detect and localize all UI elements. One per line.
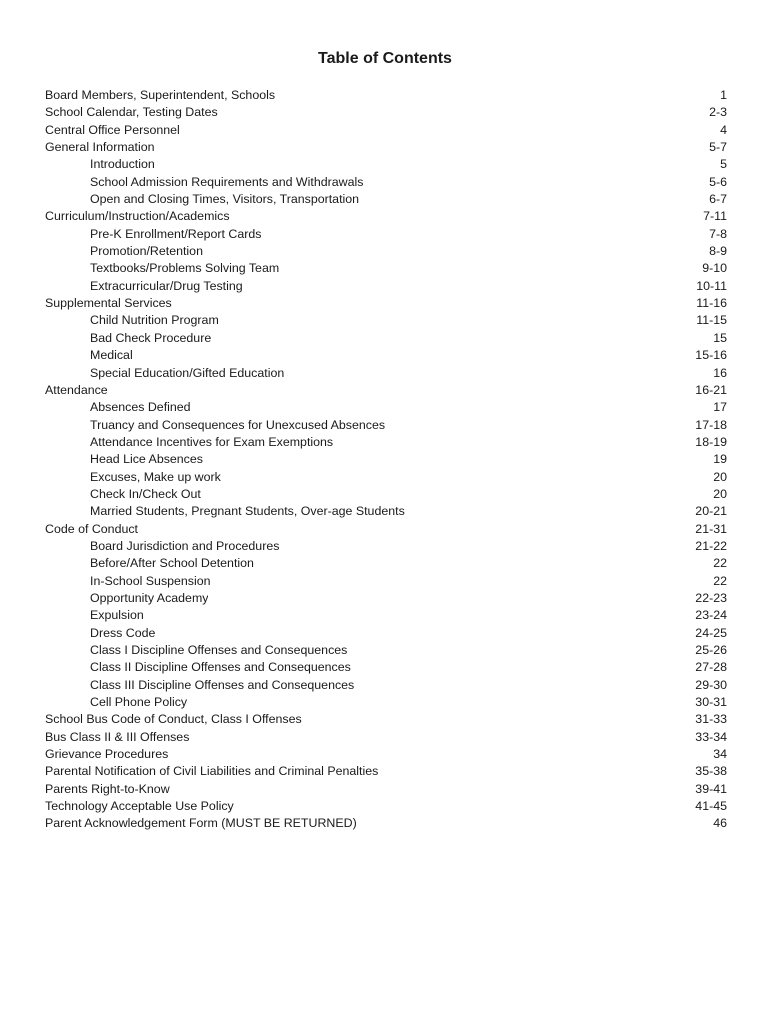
toc-entry-page-number: 11-16 — [696, 296, 727, 311]
toc-entry-label: Cell Phone Policy — [90, 695, 188, 710]
toc-entry — [45, 382, 727, 399]
toc-entry — [45, 642, 727, 659]
toc-entry — [45, 711, 727, 728]
toc-entry-page-number: 19 — [713, 452, 727, 467]
toc-entry-page-number: 7-11 — [703, 209, 727, 224]
toc-entry-page-number: 23-24 — [695, 608, 727, 623]
toc-entry-page-number: 5-6 — [709, 174, 727, 189]
toc-entry — [45, 417, 727, 434]
toc-entry — [45, 139, 727, 156]
toc-entry — [45, 295, 727, 312]
toc-entry — [45, 486, 727, 503]
toc-entry-label: School Admission Requirements and Withdrawals — [90, 174, 364, 189]
toc-entry — [45, 347, 727, 364]
toc-entry-label: Board Jurisdiction and Procedures — [90, 538, 280, 553]
toc-entry — [45, 503, 727, 520]
toc-entry-page-number: 21-22 — [695, 538, 727, 553]
toc-entry — [45, 399, 727, 416]
toc-entry-page-number: 20 — [713, 469, 727, 484]
toc-entry — [45, 191, 727, 208]
toc-entry-page-number: 15 — [713, 330, 727, 345]
table-of-contents — [45, 87, 727, 833]
toc-entry — [45, 260, 727, 277]
toc-entry — [45, 104, 727, 121]
toc-entry — [45, 729, 727, 746]
toc-entry — [45, 815, 727, 832]
toc-entry-label: Before/After School Detention — [90, 556, 254, 571]
toc-entry-page-number: 20 — [713, 486, 727, 501]
toc-entry-page-number: 33-34 — [695, 729, 727, 744]
toc-entry-label: Grievance Procedures — [45, 747, 169, 762]
toc-entry — [45, 451, 727, 468]
toc-entry — [45, 122, 727, 139]
toc-entry — [45, 538, 727, 555]
toc-entry-label: Class III Discipline Offenses and Consequences — [90, 677, 355, 692]
toc-entry-page-number: 22 — [713, 573, 727, 588]
toc-entry — [45, 694, 727, 711]
toc-entry — [45, 312, 727, 329]
toc-entry — [45, 763, 727, 780]
toc-entry-label: Central Office Personnel — [45, 122, 180, 137]
toc-entry — [45, 278, 727, 295]
toc-entry-label: School Bus Code of Conduct, Class I Offenses — [45, 712, 302, 727]
toc-entry-page-number: 1 — [720, 88, 727, 102]
toc-entry — [45, 746, 727, 763]
toc-entry-page-number: 5-7 — [709, 140, 727, 155]
toc-entry-page-number: 30-31 — [695, 695, 727, 710]
toc-entry-page-number: 7-8 — [709, 226, 727, 241]
toc-entry-page-number: 39-41 — [695, 781, 727, 796]
toc-entry-label: Child Nutrition Program — [90, 313, 219, 328]
toc-entry-label: Open and Closing Times, Visitors, Transportation — [90, 192, 360, 207]
toc-entry — [45, 87, 727, 104]
toc-entry-label: Parents Right-to-Know — [45, 781, 170, 796]
toc-entry-page-number: 22 — [713, 556, 727, 571]
toc-entry-label: Head Lice Absences — [90, 452, 203, 467]
toc-entry-page-number: 34 — [713, 747, 727, 762]
toc-entry-label: Medical — [90, 348, 133, 363]
toc-entry-page-number: 41-45 — [695, 799, 727, 814]
toc-entry-label: Attendance — [45, 382, 108, 397]
toc-entry-label: In-School Suspension — [90, 573, 211, 588]
toc-entry-label: Truancy and Consequences for Unexcused Absences — [90, 417, 386, 432]
toc-entry — [45, 521, 727, 538]
toc-entry — [45, 798, 727, 815]
toc-entry-label: Pre-K Enrollment/Report Cards — [90, 226, 262, 241]
toc-entry-page-number: 22-23 — [695, 590, 727, 605]
toc-entry — [45, 469, 727, 486]
toc-entry-label: Curriculum/Instruction/Academics — [45, 209, 230, 224]
toc-entry-label: Special Education/Gifted Education — [90, 365, 285, 380]
toc-entry-page-number: 5 — [720, 157, 727, 172]
toc-entry — [45, 781, 727, 798]
toc-entry-label: Supplemental Services — [45, 296, 172, 311]
toc-entry-page-number: 2-3 — [709, 105, 727, 120]
toc-entry-page-number: 20-21 — [695, 504, 727, 519]
toc-entry-page-number: 16-21 — [695, 382, 727, 397]
toc-entry — [45, 365, 727, 382]
toc-entry-label: Class I Discipline Offenses and Consequences — [90, 643, 348, 657]
toc-entry-page-number: 9-10 — [702, 261, 727, 276]
toc-entry — [45, 243, 727, 260]
toc-entry-label: Expulsion — [90, 608, 144, 623]
toc-entry — [45, 226, 727, 243]
toc-entry-label: Code of Conduct — [45, 521, 138, 536]
toc-entry — [45, 590, 727, 607]
toc-entry-page-number: 18-19 — [695, 434, 727, 449]
toc-entry-label: Class II Discipline Offenses and Consequences — [90, 660, 351, 675]
toc-entry — [45, 607, 727, 624]
toc-entry — [45, 555, 727, 572]
toc-entry — [45, 677, 727, 694]
toc-entry-page-number: 27-28 — [695, 660, 727, 675]
toc-entry-label: Parent Acknowledgement Form (MUST BE RETURNED) — [45, 816, 357, 831]
toc-entry-page-number: 25-26 — [695, 643, 727, 657]
toc-entry-label: Attendance Incentives for Exam Exemptions — [90, 434, 334, 449]
toc-entry-label: Parental Notification of Civil Liabilities and Criminal Penalties — [45, 764, 379, 779]
toc-entry-label: Married Students, Pregnant Students, Over-age Students — [90, 504, 405, 519]
toc-entry-page-number: 16 — [713, 365, 727, 380]
toc-entry-label: General Information — [45, 140, 155, 155]
toc-entry-page-number: 46 — [713, 816, 727, 831]
toc-entry-page-number: 11-15 — [696, 313, 727, 328]
toc-entry-label: Dress Code — [90, 625, 156, 640]
page-title: Table of Contents — [318, 50, 452, 67]
toc-entry-page-number: 35-38 — [695, 764, 727, 779]
toc-entry — [45, 659, 727, 676]
toc-entry-label: Introduction — [90, 157, 155, 172]
toc-entry — [45, 174, 727, 191]
toc-entry-label: Board Members, Superintendent, Schools — [45, 88, 276, 102]
toc-entry-label: Extracurricular/Drug Testing — [90, 278, 243, 293]
toc-entry-page-number: 29-30 — [695, 677, 727, 692]
toc-entry — [45, 330, 727, 347]
toc-entry — [45, 156, 727, 173]
toc-entry-page-number: 17 — [713, 400, 727, 415]
toc-entry-page-number: 6-7 — [709, 192, 727, 207]
toc-entry-label: Bad Check Procedure — [90, 330, 212, 345]
toc-entry-page-number: 8-9 — [709, 244, 727, 259]
toc-entry-label: Textbooks/Problems Solving Team — [90, 261, 280, 276]
toc-entry-label: School Calendar, Testing Dates — [45, 105, 218, 120]
toc-entry-label: Technology Acceptable Use Policy — [45, 799, 234, 814]
toc-entry — [45, 625, 727, 642]
toc-entry-page-number: 24-25 — [695, 625, 727, 640]
toc-entry — [45, 573, 727, 590]
toc-entry-label: Check In/Check Out — [90, 486, 201, 501]
toc-entry-label: Bus Class II & III Offenses — [45, 729, 190, 744]
toc-entry-page-number: 10-11 — [696, 278, 727, 293]
toc-entry-page-number: 15-16 — [695, 348, 727, 363]
toc-entry-label: Promotion/Retention — [90, 244, 203, 259]
toc-entry-page-number: 21-31 — [695, 521, 727, 536]
toc-entry — [45, 208, 727, 225]
toc-entry-label: Opportunity Academy — [90, 590, 209, 605]
toc-entry-page-number: 31-33 — [695, 712, 727, 727]
toc-entry-page-number: 17-18 — [695, 417, 727, 432]
toc-entry-page-number: 4 — [720, 122, 727, 137]
toc-entry-label: Excuses, Make up work — [90, 469, 221, 484]
toc-entry-label: Absences Defined — [90, 400, 191, 415]
toc-entry — [45, 434, 727, 451]
